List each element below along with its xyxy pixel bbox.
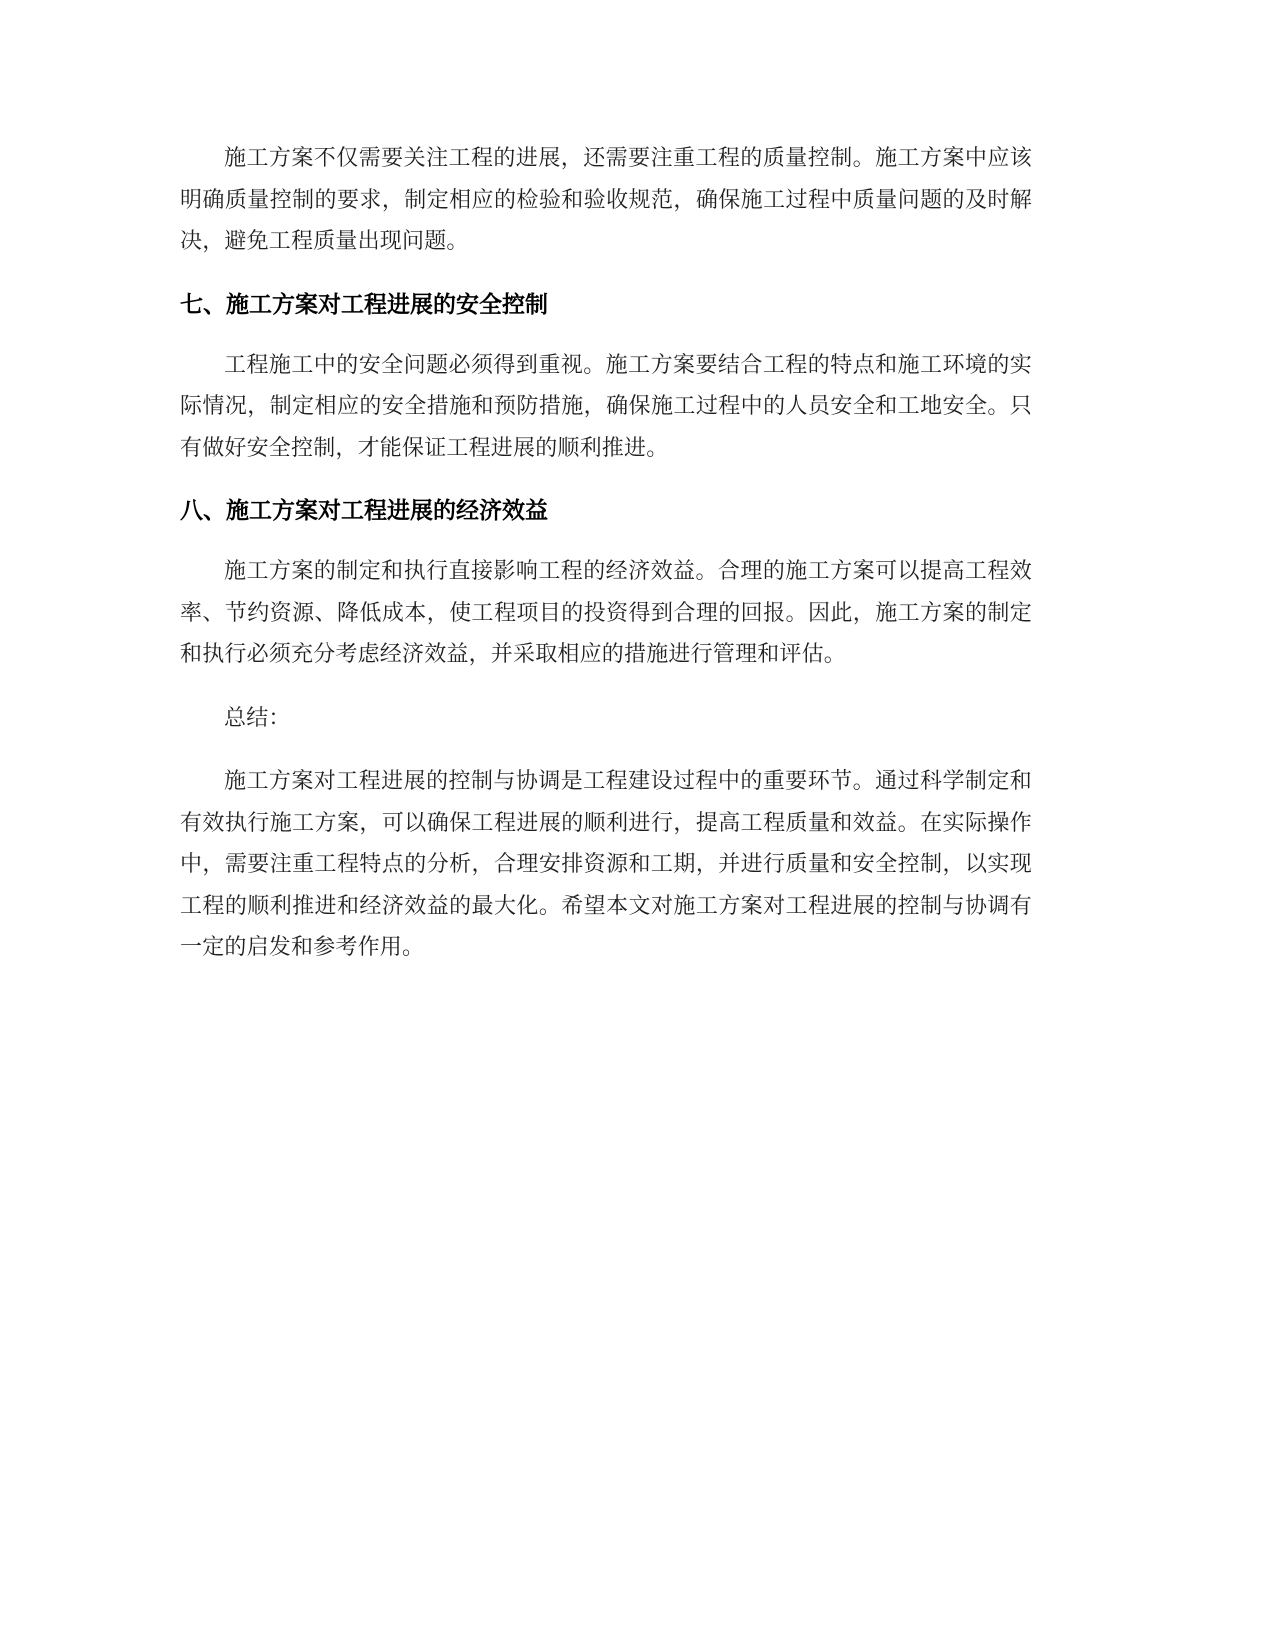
paragraph-summary: 施工方案对工程进展的控制与协调是工程建设过程中的重要环节。通过科学制定和有效执行施工方案，可以确保工程进展的顺利进行，提高工程质量和效益。在实际操作中，需要注重工程特点的分析，合理安排资源和工期，并进行质量和安全控制，以实现工程的顺利推进和经济效益的最大化。希望本文对施工方案对工程进展的控制与协调有一定的启发和参考作用。 [180, 769, 1032, 960]
paragraph-safety-control: 工程施工中的安全问题必须得到重视。施工方案要结合工程的特点和施工环境的实际情况，制定相应的安全措施和预防措施，确保施工过程中的人员安全和工地安全。只有做好安全控制，才能保证工程进展的顺利推进。 [180, 352, 1032, 461]
heading-economic-benefit: 八、施工方案对工程进展的经济效益 [180, 498, 548, 524]
paragraph-quality-control: 施工方案不仅需要关注工程的进展，还需要注重工程的质量控制。施工方案中应该明确质量控制的要求，制定相应的检验和验收规范，确保施工过程中质量问题的及时解决，避免工程质量出现问题。 [180, 146, 1032, 254]
paragraph-economic-benefit: 施工方案的制定和执行直接影响工程的经济效益。合理的施工方案可以提高工程效率、节约资源、降低成本，使工程项目的投资得到合理的回报。因此，施工方案的制定和执行必须充分考虑经济效益，并采取相应的措施进行管理和评估。 [180, 559, 1032, 667]
document-body [180, 138, 1032, 969]
summary-label: 总结： [224, 705, 291, 731]
heading-safety-control: 七、施工方案对工程进展的安全控制 [180, 291, 548, 318]
